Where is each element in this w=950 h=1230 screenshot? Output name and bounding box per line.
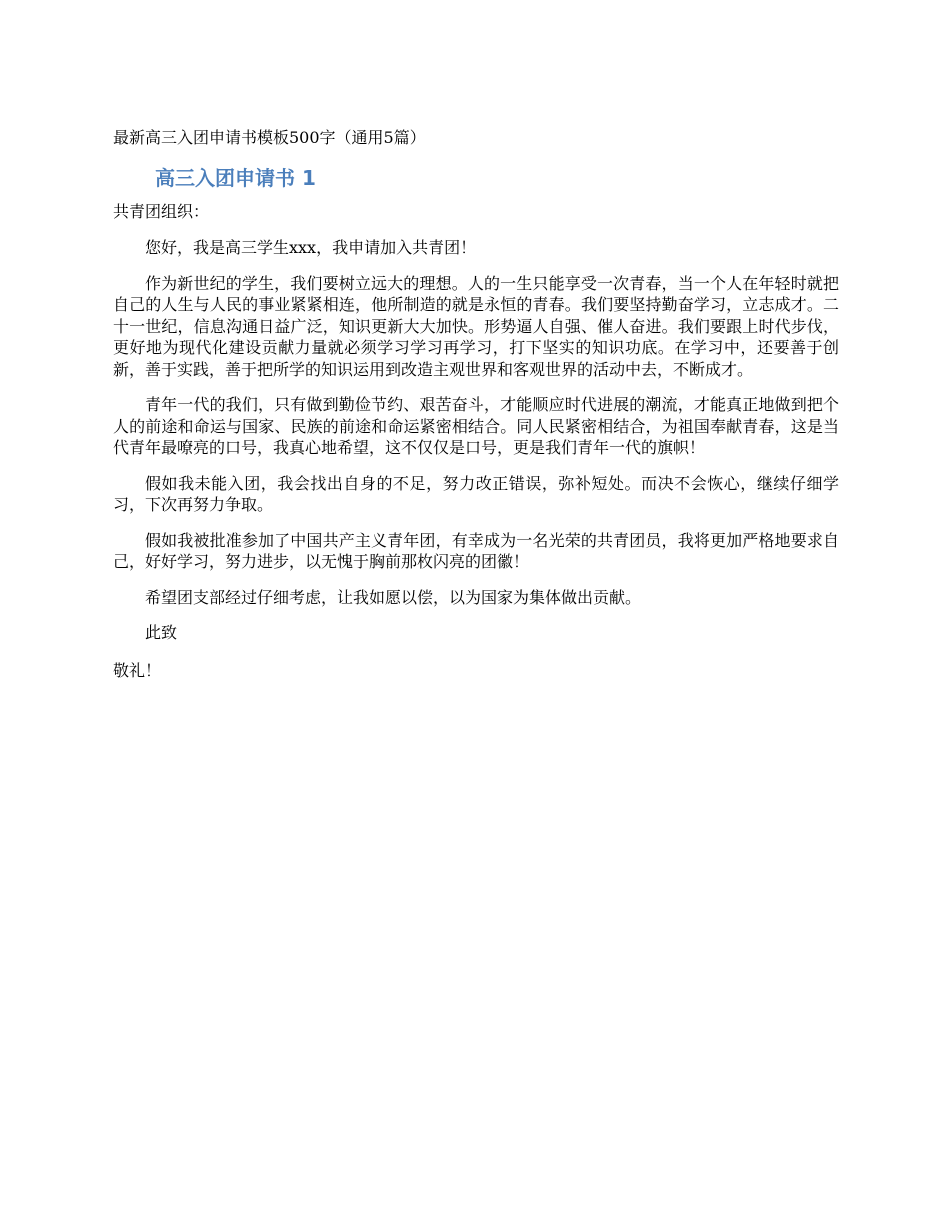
closing-line: 此致	[145, 623, 178, 642]
paragraph-greeting: 您好，我是高三学生xxx，我申请加入共青团！	[145, 238, 477, 257]
paragraph-if-approved: 假如我被批准参加了中国共产主义青年团，有幸成为一名光荣的共青团员，我将更加严格地要求自己，好好学习，努力进步，以无愧于胸前那枚闪亮的团徽！	[113, 530, 839, 571]
paragraph-hope: 希望团支部经过仔细考虑，让我如愿以偿，以为国家为集体做出贡献。	[145, 587, 642, 607]
document-page	[113, 127, 839, 682]
paragraph-if-rejected: 假如我未能入团，我会找出自身的不足，努力改正错误，弥补短处。而决不会恢心，继续仔细学习，下次再努力争取。	[113, 473, 839, 514]
document-title: 最新高三入团申请书模板500字（通用5篇）	[113, 128, 426, 147]
salutation: 共青团组织：	[113, 202, 210, 221]
regards-line: 敬礼！	[113, 661, 162, 680]
paragraph-ideals: 作为新世纪的学生，我们要树立远大的理想。人的一生只能享受一次青春，当一个人在年轻时就把自己的人生与人民的事业紧紧相连，他所制造的就是永恒的青春。我们要坚持勤奋学习，立志成才。二十一世纪，信息沟通日益广泛，知识更新大大加快。形势逼人自强、催人奋进。我们要跟上时代步伐，更好地为现代化建设贡献力量就必须学习学习再学习，打下坚实的知识功底。在学习中，还要善于创新，善于实践，善于把所学的知识运用到改造主观世界和客观世界的活动中去，不断成才。	[113, 273, 839, 379]
section-heading: 高三入团申请书 1	[155, 166, 316, 190]
paragraph-youth: 青年一代的我们，只有做到勤俭节约、艰苦奋斗，才能顺应时代进展的潮流，才能真正地做到把个人的前途和命运与国家、民族的前途和命运紧密相结合。同人民紧密相结合，为祖国奉献青春，这是当代青年最嘹亮的口号，我真心地希望，这不仅仅是口号，更是我们青年一代的旗帜！	[113, 395, 839, 457]
